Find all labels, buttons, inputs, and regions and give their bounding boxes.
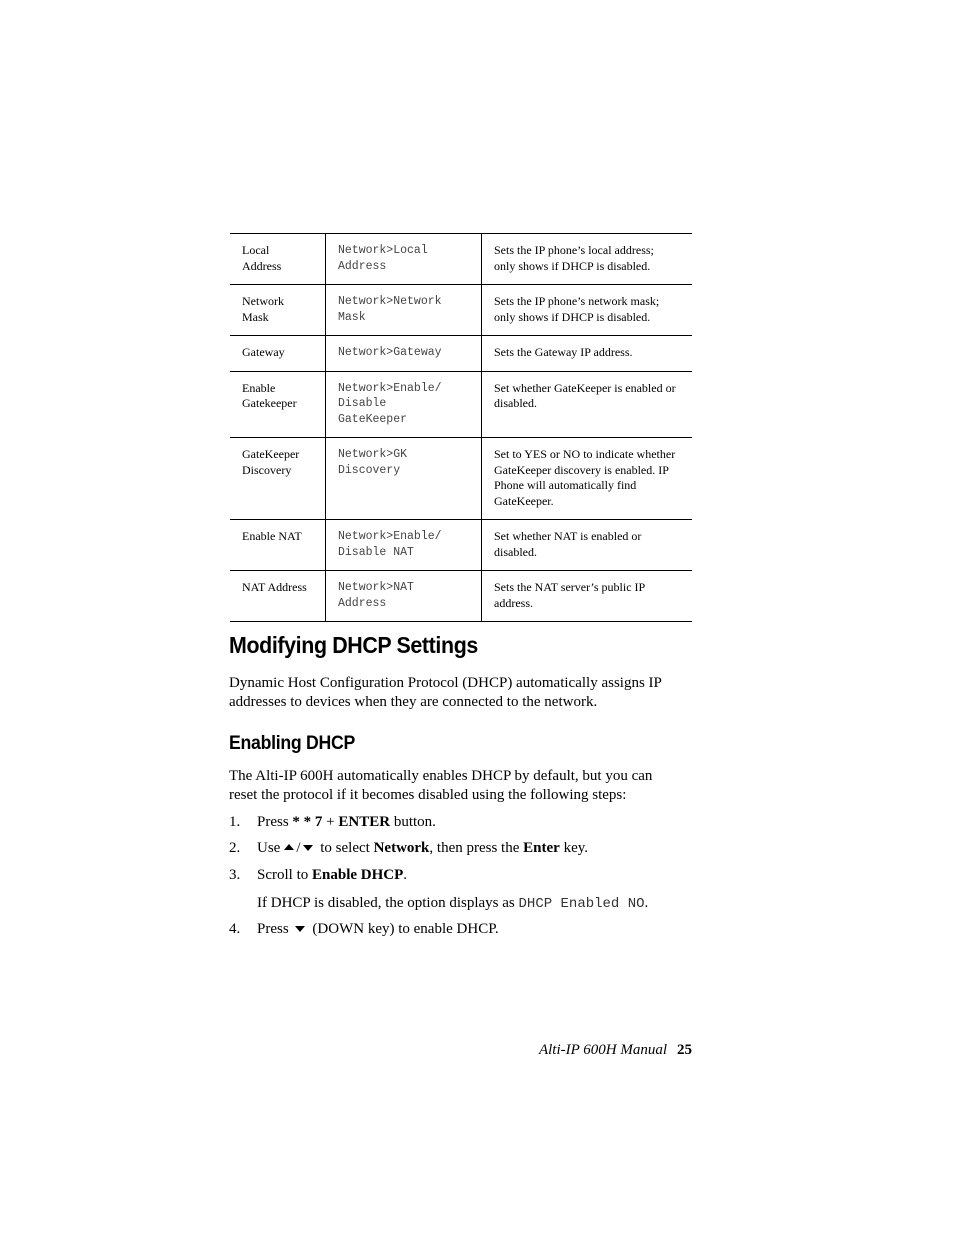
enter-key-label: Enter <box>523 840 560 856</box>
table-row <box>230 285 692 336</box>
subsection-title: Enabling DHCP <box>229 733 355 754</box>
setting-description: Sets the IP phone’s local address; only shows if DHCP is disabled. <box>494 243 654 273</box>
setting-name: Enable NAT <box>242 529 302 543</box>
menu-path: Network>Network Mask <box>338 295 442 324</box>
step-number: 2. <box>229 840 241 856</box>
step-3 <box>229 866 407 885</box>
setting-name: NAT Address <box>242 580 307 594</box>
step-1 <box>229 813 436 832</box>
subsection-intro <box>229 767 699 805</box>
enter-key-label: ENTER <box>338 814 391 830</box>
step-number: 3. <box>229 867 241 883</box>
setting-description: Sets the IP phone’s network mask; only shows if DHCP is disabled. <box>494 294 660 324</box>
manual-title: Alti-IP 600H Manual <box>538 1042 667 1058</box>
section-intro <box>229 674 699 712</box>
enable-dhcp-label: Enable DHCP <box>312 867 404 883</box>
step-number: 1. <box>229 814 241 830</box>
display-code: DHCP Enabled NO <box>518 896 645 912</box>
note-text: . <box>644 895 649 911</box>
table-row <box>230 438 692 520</box>
step-text: to select <box>316 840 374 856</box>
setting-name: Enable Gatekeeper <box>242 380 297 410</box>
setting-name: Gateway <box>242 345 285 359</box>
key-sequence: * * 7 <box>292 814 323 830</box>
step-text: Use <box>257 840 281 856</box>
section-intro-line-2: addresses to devices when they are connected to the network. <box>229 694 598 710</box>
page-footer <box>520 1042 692 1059</box>
menu-path: Network>Gateway <box>338 346 442 359</box>
up-arrow-icon <box>284 844 294 850</box>
step-2 <box>229 839 588 858</box>
step-text: . <box>403 867 408 883</box>
network-settings-table <box>230 233 692 622</box>
down-arrow-icon <box>295 926 305 932</box>
step-text: button. <box>390 814 436 830</box>
section-title: Modifying DHCP Settings <box>229 632 478 658</box>
network-label: Network <box>373 840 430 856</box>
step-text: (DOWN key) to enable DHCP. <box>308 921 499 937</box>
table-row <box>230 234 692 285</box>
setting-description: Sets the NAT server’s public IP address. <box>494 580 646 610</box>
note-text: If DHCP is disabled, the option displays as <box>257 895 519 911</box>
down-arrow-icon <box>303 845 313 851</box>
step-text: Scroll to <box>257 867 312 883</box>
step-text: , then press the <box>429 840 524 856</box>
step-3-note <box>257 894 648 914</box>
setting-name: Network Mask <box>242 294 284 324</box>
step-4 <box>229 920 499 939</box>
step-text: / <box>296 840 301 856</box>
step-number: 4. <box>229 921 241 937</box>
table-row <box>230 336 692 372</box>
setting-description: Sets the Gateway IP address. <box>494 345 633 359</box>
step-text: Press <box>257 921 289 937</box>
menu-path: Network>Enable/ Disable NAT <box>338 530 442 559</box>
menu-path: Network>Enable/ Disable GateKeeper <box>338 381 442 426</box>
subsection-intro-line-1: The Alti-IP 600H automatically enables DHCP by default, but you can <box>229 768 653 784</box>
step-text: Press <box>257 814 293 830</box>
subsection-intro-line-2: reset the protocol if it becomes disabled using the following steps: <box>229 787 627 803</box>
setting-description: Set whether GateKeeper is enabled or disabled. <box>494 380 676 410</box>
table-row <box>230 571 692 622</box>
table-row <box>230 371 692 438</box>
setting-description: Set whether NAT is enabled or disabled. <box>494 529 642 559</box>
menu-path: Network>NAT Address <box>338 581 414 610</box>
step-text: + <box>322 814 339 830</box>
step-text: key. <box>559 840 588 856</box>
menu-path: Network>Local Address <box>338 244 428 273</box>
setting-description: Set to YES or NO to indicate whether GateKeeper discovery is enabled. IP Phone will automatically find GateKeeper. <box>494 447 676 508</box>
setting-name: Local Address <box>242 243 282 273</box>
table-row <box>230 520 692 571</box>
section-intro-line-1: Dynamic Host Configuration Protocol (DHCP) automatically assigns IP <box>229 675 662 691</box>
page-number: 25 <box>677 1042 692 1058</box>
menu-path: Network>GK Discovery <box>338 448 408 477</box>
setting-name: GateKeeper Discovery <box>242 447 300 477</box>
